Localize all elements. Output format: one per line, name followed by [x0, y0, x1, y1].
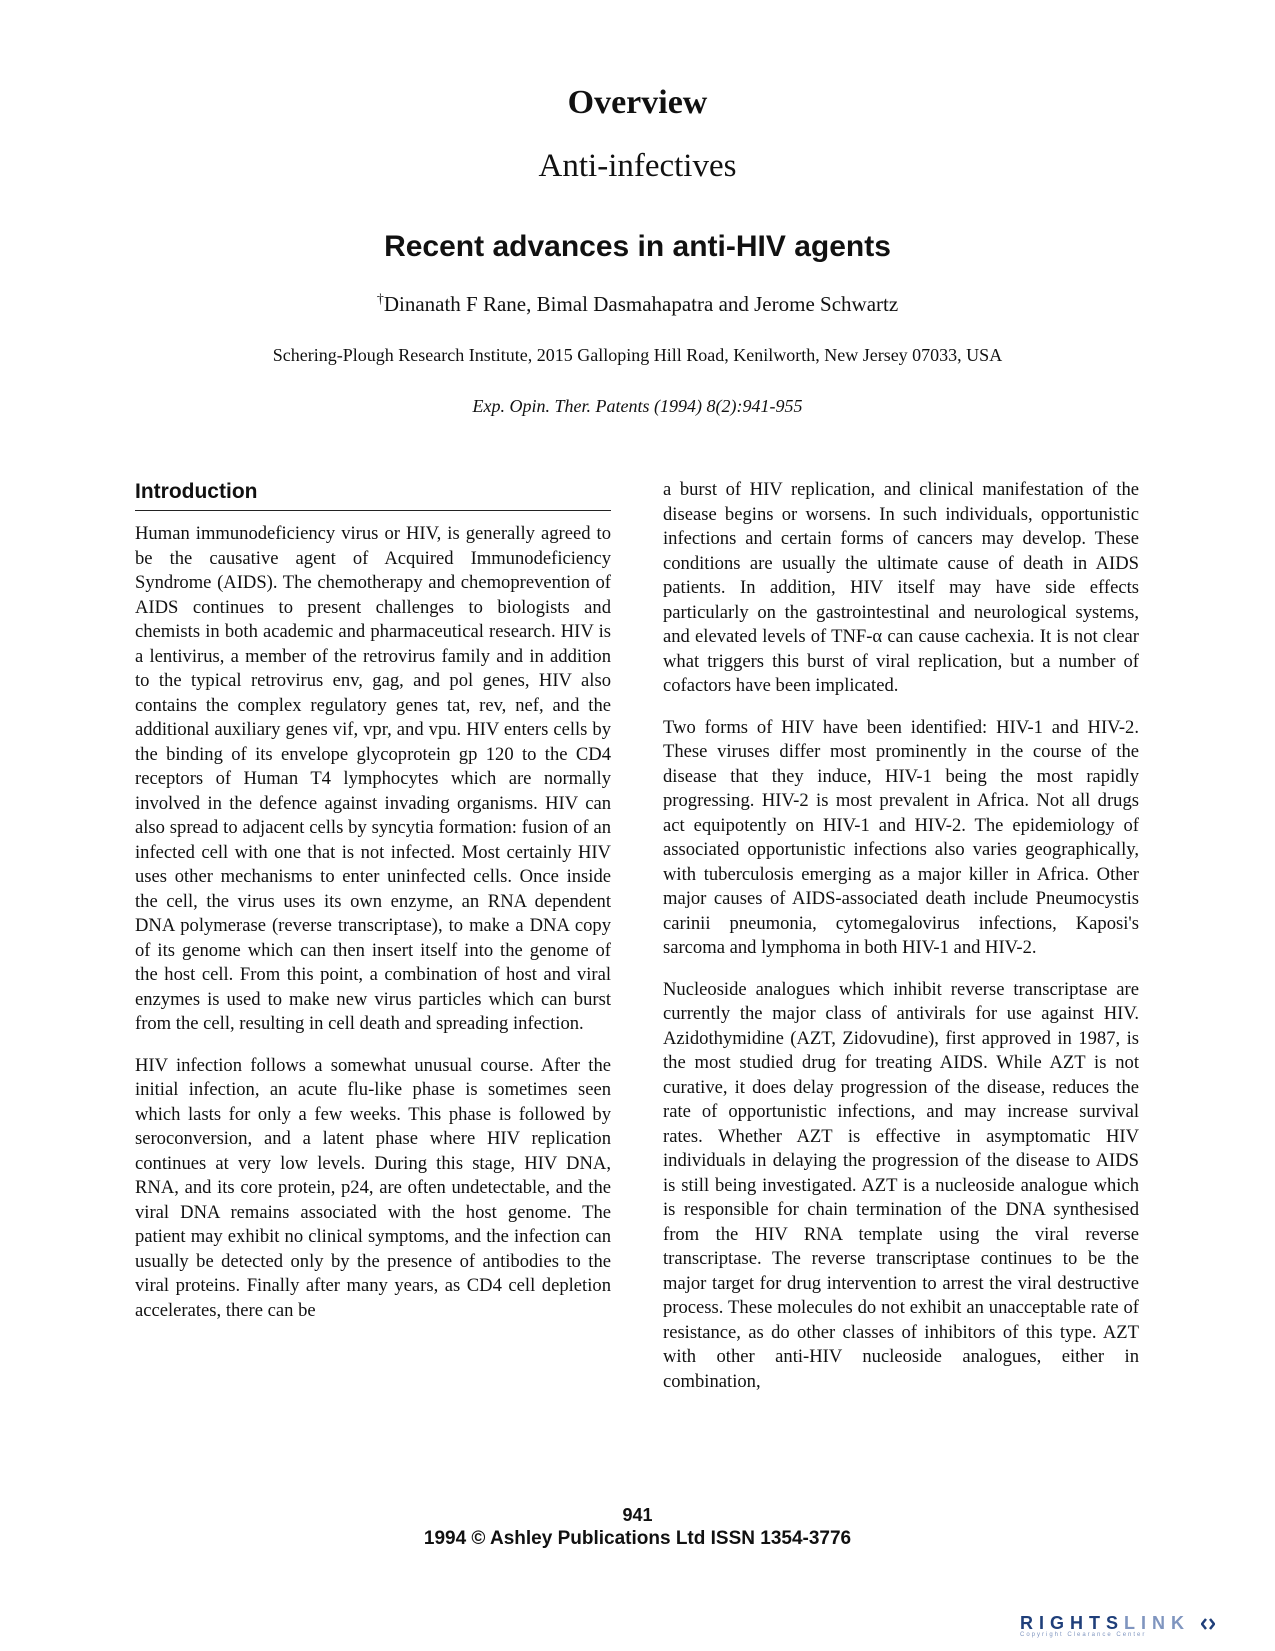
- copyright-line: 1994 © Ashley Publications Ltd ISSN 1354-3776: [423, 1528, 852, 1549]
- right-column: [663, 478, 1139, 1411]
- rightslink-right-text: RIGHTS: [1020, 1613, 1125, 1633]
- left-column: [135, 522, 611, 1340]
- paragraph: Two forms of HIV have been identified: HIV-1 and HIV-2. These viruses differ most prominently in the course of the disease that they induce, HIV-1 being the most rapidly progressing. HIV-2 is most prevalent in Africa. Not all drugs act equipotently on HIV-1 and HIV-2. The epidemiology of associated opportunistic infections also varies geographically, with tuberculosis emerging as a major killer in Africa. Other major causes of AIDS-associated death include Pneumocystis carinii pneumonia, cytomegalovirus infections, Kaposi's sarcoma and lymphoma in both HIV-1 and HIV-2.: [663, 716, 1139, 958]
- author-mark: †: [376, 292, 384, 307]
- section-label: Anti-infectives: [538, 148, 737, 184]
- overview-label: Overview: [567, 84, 708, 121]
- paragraph: Nucleoside analogues which inhibit reverse transcriptase are currently the major class of antivirals for use against HIV. Azidothymidine (AZT, Zidovudine), first approved in 1987, is the most studied drug for treating AIDS. While AZT is not curative, it does delay progression of the disease, reduces the rate of opportunistic infections, and may increase survival rates. Whether AZT is effective in asymptomatic HIV individuals in delaying the progression of the disease to AIDS is still being investigated. AZT is a nucleoside analogue which is responsible for chain termination of the DNA synthesised from the HIV RNA template using the viral reverse transcriptase. The reverse transcriptase continues to be the major target for drug intervention to arrest the viral destructive process. These molecules do not exhibit an unacceptable rate of resistance, as do other classes of inhibitors of this type. AZT with other anti-HIV nucleoside analogues, either in combination,: [663, 978, 1139, 1392]
- paragraph: HIV infection follows a somewhat unusual course. After the initial infection, an acute flu-like phase is sometimes seen which lasts for only a few weeks. This phase is followed by seroconversion, and a latent phase where HIV replication continues at very low levels. During this stage, HIV DNA, RNA, and its core protein, p24, are often undetectable, and the viral DNA remains associated with the host genome. The patient may exhibit no clinical symptoms, and the infection can usually be detected only by the presence of antibodies to the viral proteins. Finally after many years, as CD4 cell depletion accelerates, there can be: [135, 1054, 611, 1321]
- page-number: 941: [622, 1505, 653, 1525]
- article-title: Recent advances in anti-HIV agents: [384, 230, 891, 263]
- rightslink-tagline: Copyright Clearance Center: [1020, 1632, 1147, 1638]
- citation: Exp. Opin. Ther. Patents (1994) 8(2):941-955: [472, 396, 803, 416]
- rightslink-chevron-icon: [1201, 1617, 1215, 1631]
- affiliation: Schering-Plough Research Institute, 2015 Galloping Hill Road, Kenilworth, New Jersey 07033, USA: [272, 345, 1003, 365]
- author-names: Dinanath F Rane, Bimal Dasmahapatra and Jerome Schwartz: [383, 292, 899, 316]
- rightslink-logo[interactable]: [1020, 1613, 1255, 1643]
- paragraph: a burst of HIV replication, and clinical manifestation of the disease begins or worsens. In such individuals, opportunistic infections and certain forms of cancers may develop. These conditions are usually the ultimate cause of death in AIDS patients. In addition, HIV itself may have side effects particularly on the gastrointestinal and neurological systems, and elevated levels of TNF-α can cause cachexia. It is not clear what triggers this burst of viral replication, but a number of cofactors have been implicated.: [663, 479, 1139, 696]
- rightslink-link-text: LINK: [1124, 1613, 1191, 1633]
- authors: [0, 292, 1275, 317]
- paragraph: Human immunodeficiency virus or HIV, is generally agreed to be the causative agent of Acquired Immunodeficiency Syndrome (AIDS). The chemotherapy and chemoprevention of AIDS continues to present challenges to biologists and chemists in both academic and pharmaceutical research. HIV is a lentivirus, a member of the retrovirus family and in addition to the typical retrovirus env, gag, and pol genes, HIV also contains the complex regulatory genes tat, rev, nef, and the additional auxiliary genes vif, vpr, and vpu. HIV enters cells by the binding of its envelope glycoprotein gp 120 to the CD4 receptors of Human T4 lymphocytes which are normally involved in the defence against invading organisms. HIV can also spread to adjacent cells by syncytia formation: fusion of an infected cell with one that is not infected. Most certainly HIV uses other mechanisms to enter uninfected cells. Once inside the cell, the virus uses its own enzyme, an RNA dependent DNA polymerase (reverse transcriptase), to make a DNA copy of its genome which can then insert itself into the genome of the host cell. From this point, a combination of host and viral enzymes is used to make new virus particles which can burst from the cell, resulting in cell death and spreading infection.: [135, 523, 611, 1034]
- introduction-heading: Introduction: [135, 480, 611, 511]
